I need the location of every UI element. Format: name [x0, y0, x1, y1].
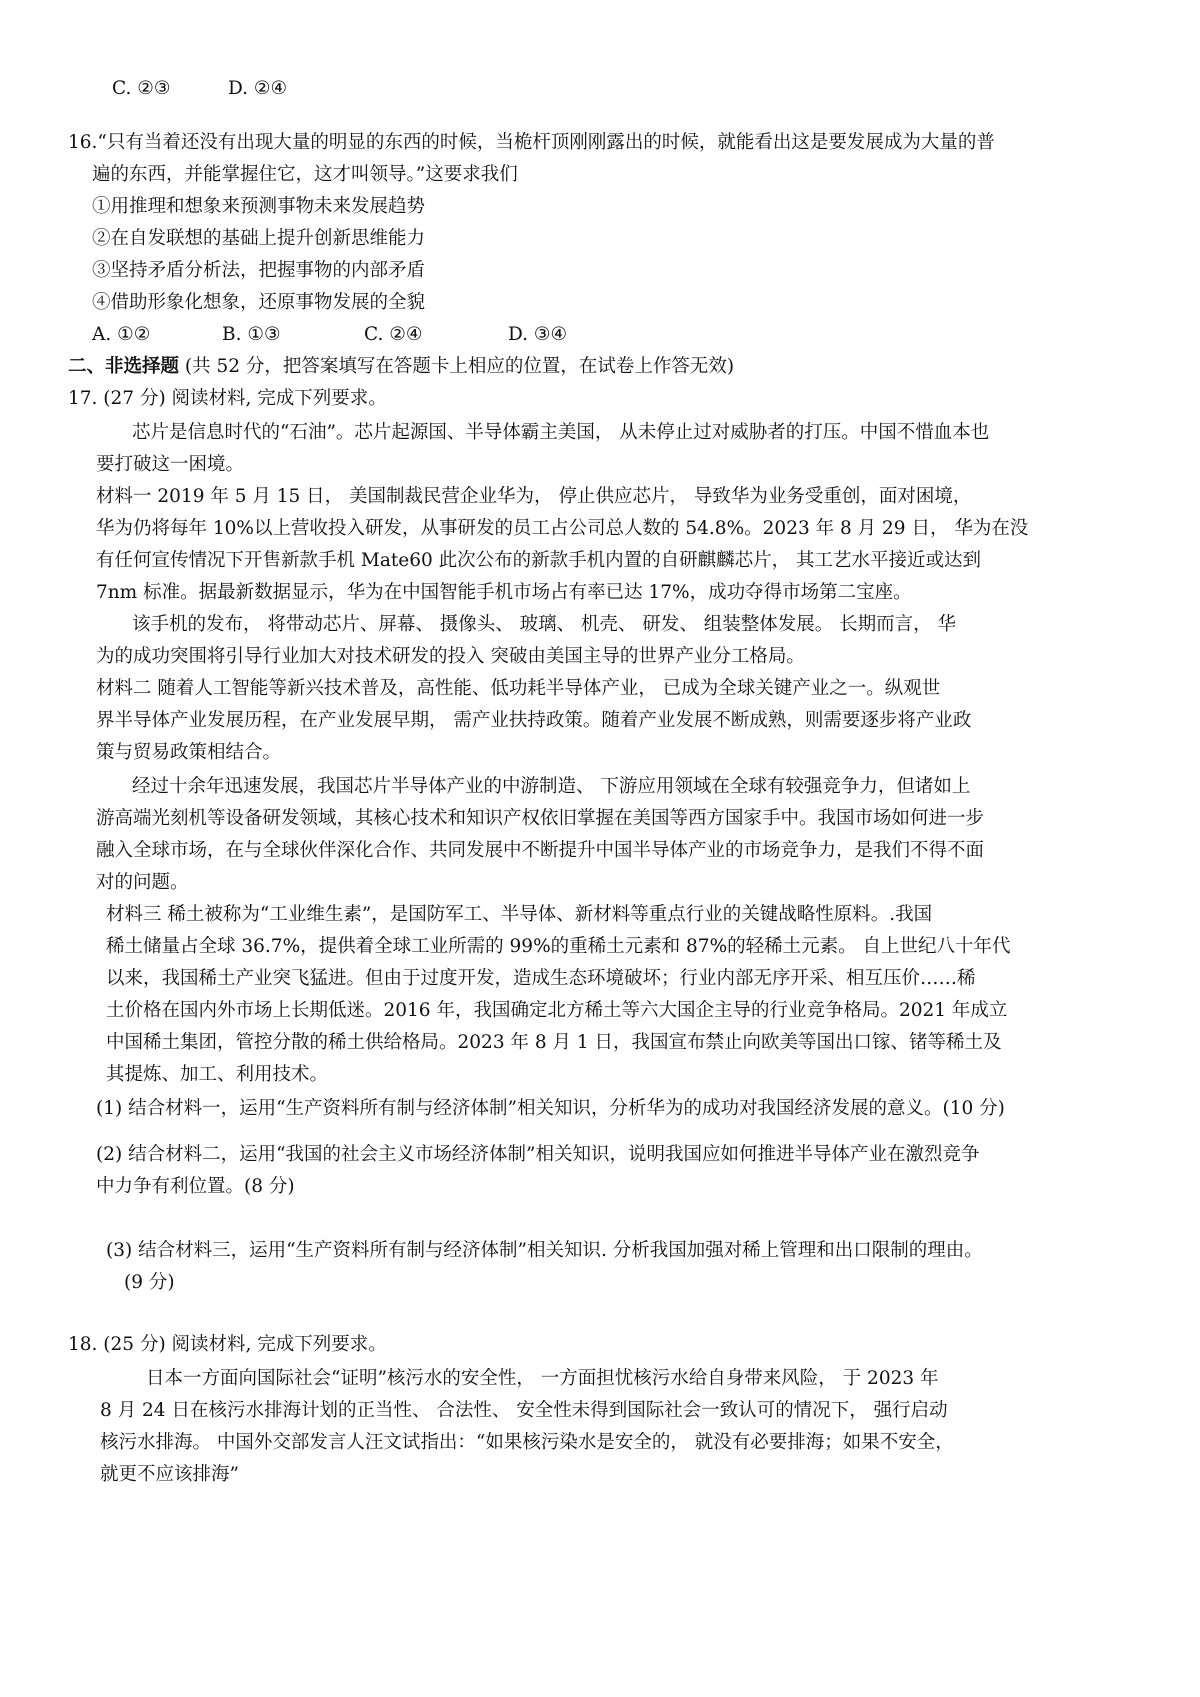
q18-body-line4: 就更不应该排海” — [100, 1464, 239, 1485]
q16-statement-2: ②在自发联想的基础上提升创新思维能力 — [92, 228, 426, 249]
q17-sub2-line2: 中力争有利位置。(8 分) — [96, 1176, 295, 1197]
q17-material2-line6: 融入全球市场，在与全球伙伴深化合作、共同发展中不断提升中国半导体产业的市场竞争力，是我们不得不面 — [96, 840, 985, 861]
section-heading — [68, 354, 734, 380]
q17-material3-line5: 中国稀土集团，管控分散的稀土供给格局。2023 年 8 月 1 日，我国宣布禁止向欧美等国出口镓、锗等稀土及 — [106, 1032, 1002, 1053]
q17-material1-line3: 有任何宣传情况下开售新款手机 Mate60 此次公布的新款手机内置的自研麒麟芯片， 其工艺水平接近或达到 — [96, 550, 982, 571]
q17-material2-line4: 经过十余年迅速发展，我国芯片半导体产业的中游制造、 下游应用领域在全球有较强竞争力，但诸如上 — [132, 776, 971, 797]
q17-sub3-line1: (3) 结合材料三，运用“生产资料所有制与经济体制”相关知识. 分析我国加强对稀上管理和出口限制的理由。 — [106, 1240, 983, 1261]
q16-stem-line1: 16.“只有当着还没有出现大量的明显的东西的时候，当桅杆顶刚刚露出的时候，就能看出这是要发展成为大量的普 — [68, 132, 995, 153]
q18-header: 18. (25 分) 阅读材料, 完成下列要求。 — [68, 1334, 387, 1355]
q15-option-c: C. ②③ — [112, 78, 171, 99]
q16-option-b: B. ①③ — [222, 324, 281, 345]
q17-material2-line3: 策与贸易政策相结合。 — [96, 742, 282, 763]
q17-material3-line3: 以来，我国稀土产业突飞猛进。但由于过度开发，造成生态环境破坏；行业内部无序开采、相互压价……稀 — [106, 968, 976, 989]
q17-material3-line2: 稀土储量占全球 36.7%，提供着全球工业所需的 99%的重稀土元素和 87%的轻稀土元素。 自上世纪八十年代 — [106, 936, 1011, 957]
q16-stem-line2: 遍的东西，并能掌握住它，这才叫领导。”这要求我们 — [92, 164, 518, 185]
q17-intro-line2: 要打破这一困境。 — [96, 454, 245, 475]
q15-option-d: D. ②④ — [228, 78, 288, 99]
q16-statement-3: ③坚持矛盾分析法，把握事物的内部矛盾 — [92, 260, 426, 281]
q16-option-c: C. ②④ — [364, 324, 423, 345]
q17-material1-line4: 7nm 标准。据最新数据显示，华为在中国智能手机市场占有率已达 17%，成功夺得市场第二宝座。 — [96, 582, 912, 603]
q17-material2-line5: 游高端光刻机等设备研发领域，其核心技术和知识产权依旧掌握在美国等西方国家手中。我国市场如何进一步 — [96, 808, 985, 829]
q17-material3-line6: 其提炼、加工、利用技术。 — [106, 1064, 329, 1085]
q18-body-line3: 核污水排海。 中国外交部发言人汪文试指出：“如果核污染水是安全的， 就没有必要排海；如果不安全， — [100, 1432, 954, 1453]
q16-option-a: A. ①② — [92, 324, 151, 345]
section-note: (共 52 分，把答案填写在答题卡上相应的位置，在试卷上作答无效) — [179, 356, 735, 377]
q16-option-d: D. ③④ — [508, 324, 568, 345]
q16-statement-1: ①用推理和想象来预测事物未来发展趋势 — [92, 196, 426, 217]
q17-material1-line2: 华为仍将每年 10%以上营收投入研发，从事研发的员工占公司总人数的 54.8%。2023 年 8 月 29 日， 华为在没 — [96, 518, 1029, 539]
q17-header: 17. (27 分) 阅读材料, 完成下列要求。 — [68, 388, 387, 409]
q16-statement-4: ④借助形象化想象，还原事物发展的全貌 — [92, 292, 426, 313]
q17-material2-line7: 对的问题。 — [96, 872, 189, 893]
q17-sub2-line1: (2) 结合材料二，运用“我国的社会主义市场经济体制”相关知识，说明我国应如何推进半导体产业在激烈竞争 — [96, 1144, 980, 1165]
q17-material3-line1: 材料三 稀土被称为“工业维生素”，是国防军工、半导体、新材料等重点行业的关键战略性原料。.我国 — [106, 904, 933, 925]
q17-material1-line1: 材料一 2019 年 5 月 15 日， 美国制裁民营企业华为， 停止供应芯片， 导致华为业务受重创，面对困境， — [96, 486, 972, 507]
q17-material2-line1: 材料二 随着人工智能等新兴技术普及，高性能、低功耗半导体产业， 已成为全球关键产业之一。纵观世 — [96, 678, 941, 699]
q17-material1-line6: 为的成功突围将引导行业加大对技术研发的投入 突破由美国主导的世界产业分工格局。 — [96, 646, 805, 667]
q17-material3-line4: 土价格在国内外市场上长期低迷。2016 年，我国确定北方稀土等六大国企主导的行业竞争格局。2021 年成立 — [106, 1000, 1008, 1021]
q18-body-line1: 日本一方面向国际社会“证明”核污水的安全性， 一方面担忧核污水给自身带来风险， 于 2023 年 — [146, 1368, 939, 1389]
q17-sub3-line2: (9 分) — [124, 1272, 175, 1293]
q17-material2-line2: 界半导体产业发展历程，在产业发展早期， 需产业扶持政策。随着产业发展不断成熟，则需要逐步将产业政 — [96, 710, 972, 731]
section-title: 二、非选择题 — [68, 356, 180, 377]
q17-intro-line1: 芯片是信息时代的“石油”。芯片起源国、半导体霸主美国， 从未停止过对威胁者的打压。中国不惜血本也 — [132, 422, 990, 443]
q18-body-line2: 8 月 24 日在核污水排海计划的正当性、 合法性、 安全性未得到国际社会一致认可的情况下， 强行启动 — [100, 1400, 948, 1421]
q17-sub1: (1) 结合材料一，运用“生产资料所有制与经济体制”相关知识，分析华为的成功对我国经济发展的意义。(10 分) — [96, 1098, 1005, 1119]
q17-material1-line5: 该手机的发布， 将带动芯片、屏幕、 摄像头、 玻璃、 机壳、 研发、 组装整体发展。 长期而言， 华 — [132, 614, 957, 635]
